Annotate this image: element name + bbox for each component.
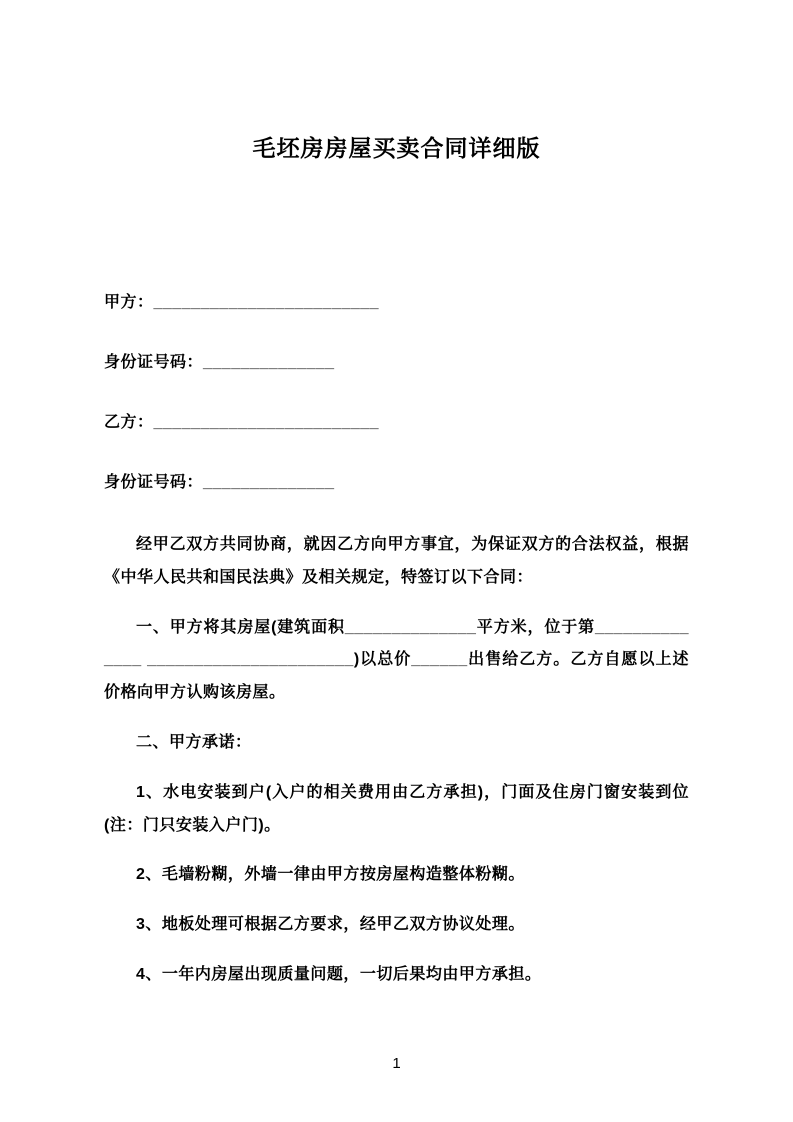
page-number: 1 — [392, 1055, 401, 1072]
paragraph-clause-1: 一、甲方将其房屋(建筑面积______________平方米，位于第______________ ______________________)以总价______出售给乙方。乙方自愿以上述价格向甲方认购该房屋。 — [104, 618, 689, 702]
paragraph-intro: 经甲乙双方共同协商，就因乙方向甲方事宜，为保证双方的合法权益，根据《中华人民共和国民法典》及相关规定，特签订以下合同： — [104, 536, 689, 586]
party-fields — [104, 289, 689, 492]
paragraph-clause-2-item-4: 4、一年内房屋出现质量问题，一切后果均由甲方承担。 — [136, 965, 542, 983]
paragraph-clause-2-item-2: 2、毛墙粉糊，外墙一律由甲方按房屋构造整体粉糊。 — [136, 866, 525, 884]
document-title: 毛坯房房屋买卖合同详细版 — [252, 135, 541, 161]
field-party-b-id-number: 身份证号码：______________ — [104, 474, 335, 491]
contract-body — [104, 529, 689, 992]
paragraph-clause-2-heading: 二、甲方承诺： — [136, 733, 252, 751]
field-party-a-id-number: 身份证号码：______________ — [104, 354, 335, 371]
paragraph-clause-2-item-3: 3、地板处理可根据乙方要求，经甲乙双方协议处理。 — [136, 916, 525, 934]
field-party-b: 乙方：________________________ — [104, 414, 380, 431]
paragraph-clause-2-item-1: 1、水电安装到户(入户的相关费用由乙方承担)，门面及住房门窗安装到位(注：门只安装入户门)。 — [104, 783, 689, 834]
field-party-a: 甲方：________________________ — [104, 294, 380, 311]
